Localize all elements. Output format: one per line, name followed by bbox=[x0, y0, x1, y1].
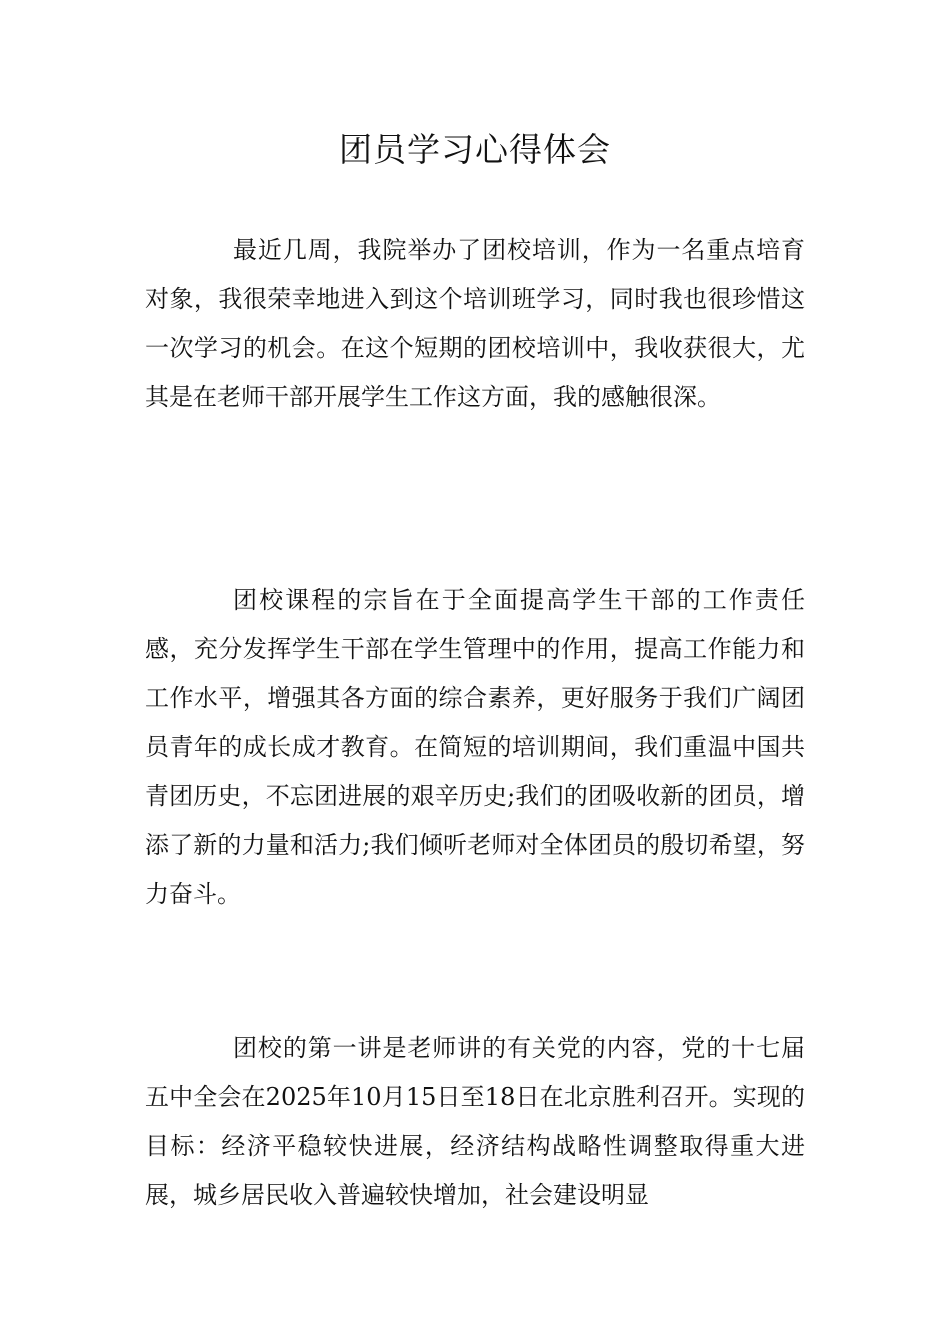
paragraph-2: 团校课程的宗旨在于全面提高学生干部的工作责任感，充分发挥学生干部在学生管理中的作用，提高工作能力和工作水平，增强其各方面的综合素养，更好服务于我们广阔团员青年的成长成才教育。在简短的培训期间，我们重温中国共青团历史，不忘团进展的艰辛历史;我们的团吸收新的团员，增添了新的力量和活力;我们倾听老师对全体团员的殷切希望，努力奋斗。 bbox=[145, 586, 805, 908]
document-title: 团员学习心得体会 bbox=[339, 130, 611, 169]
paragraph-3: 团校的第一讲是老师讲的有关党的内容，党的十七届五中全会在2025年10月15日至18日在北京胜利召开。实现的目标：经济平稳较快进展，经济结构战略性调整取得重大进展，城乡居民收入普遍较快增加，社会建设明显 bbox=[145, 1034, 805, 1209]
paragraph-1: 最近几周，我院举办了团校培训，作为一名重点培育对象，我很荣幸地进入到这个培训班学习，同时我也很珍惜这一次学习的机会。在这个短期的团校培训中，我收获很大，尤其是在老师干部开展学生工作这方面，我的感触很深。 bbox=[145, 236, 805, 411]
